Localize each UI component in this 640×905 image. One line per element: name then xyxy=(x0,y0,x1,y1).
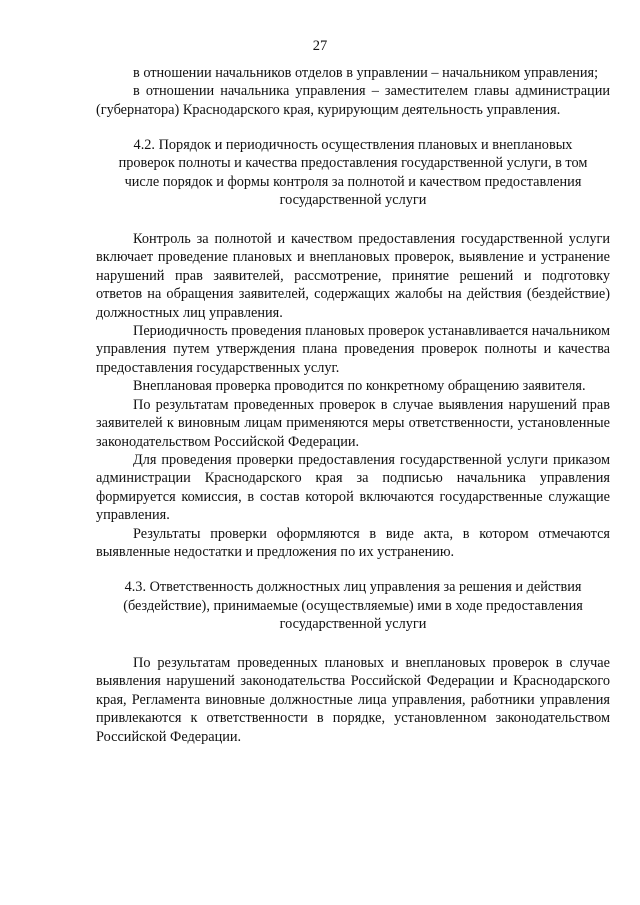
spacer xyxy=(96,119,610,136)
section-heading-4-3: 4.3. Ответственность должностных лиц управления за решения и действия (бездействие), принимаемые (осуществляемые) ими в ходе предоставления государственной услуги xyxy=(123,579,583,632)
spacer xyxy=(96,561,610,578)
paragraph-4-3-1: По результатам проведенных плановых и внеплановых проверок в случае выявления нарушений законодательства Российской Федерации и Краснодарского края, Регламента виновные должностные лица управления, работники управления привлекаются к ответственности в порядке, установленном законодательством Российской Федерации. xyxy=(96,654,610,745)
section-heading-4-2: 4.2. Порядок и периодичность осуществления плановых и внеплановых проверок полноты и качества предоставления государственной услуги, в том числе порядок и формы контроля за полнотой и качеством предоставления государственной услуги xyxy=(118,137,588,208)
paragraph-4-2-6: Результаты проверки оформляются в виде акта, в котором отмечаются выявленные недостатки и предложения по их устранению. xyxy=(96,525,610,560)
document-body xyxy=(96,64,610,746)
spacer xyxy=(96,209,610,230)
spacer xyxy=(96,633,610,654)
page-number: 27 xyxy=(312,38,328,54)
paragraph-4-2-3: Внеплановая проверка проводится по конкретному обращению заявителя. xyxy=(133,378,586,395)
paragraph-4-2-5: Для проведения проверки предоставления государственной услуги приказом администрации Краснодарского края за подписью начальника управления формируется комиссия, в состав которой включаются государственные служащие управления. xyxy=(96,451,610,524)
paragraph-4-2-1: Контроль за полнотой и качеством предоставления государственной услуги включает проведение плановых и внеплановых проверок, выявление и устранение нарушений прав заявителей, рассмотрение, принятие решений и подготовку ответов на обращения заявителей, содержащих жалобы на действия (бездействие) должностных лиц управления. xyxy=(96,231,610,321)
paragraph-4-2-4: По результатам проведенных проверок в случае выявления нарушений прав заявителей к виновным лицам применяются меры ответственности, установленные законодательством Российской Федерации. xyxy=(96,396,610,450)
paragraph-intro-2: в отношении начальника управления – заместителем главы администрации (губернатора) Краснодарского края, курирующим деятельность управления. xyxy=(96,83,610,118)
paragraph-intro-1: в отношении начальников отделов в управлении – начальником управления; xyxy=(133,65,599,81)
paragraph-4-2-2: Периодичность проведения плановых проверок устанавливается начальником управления путем утверждения плана проведения проверок полноты и качества предоставления государственных услуг. xyxy=(96,323,610,376)
